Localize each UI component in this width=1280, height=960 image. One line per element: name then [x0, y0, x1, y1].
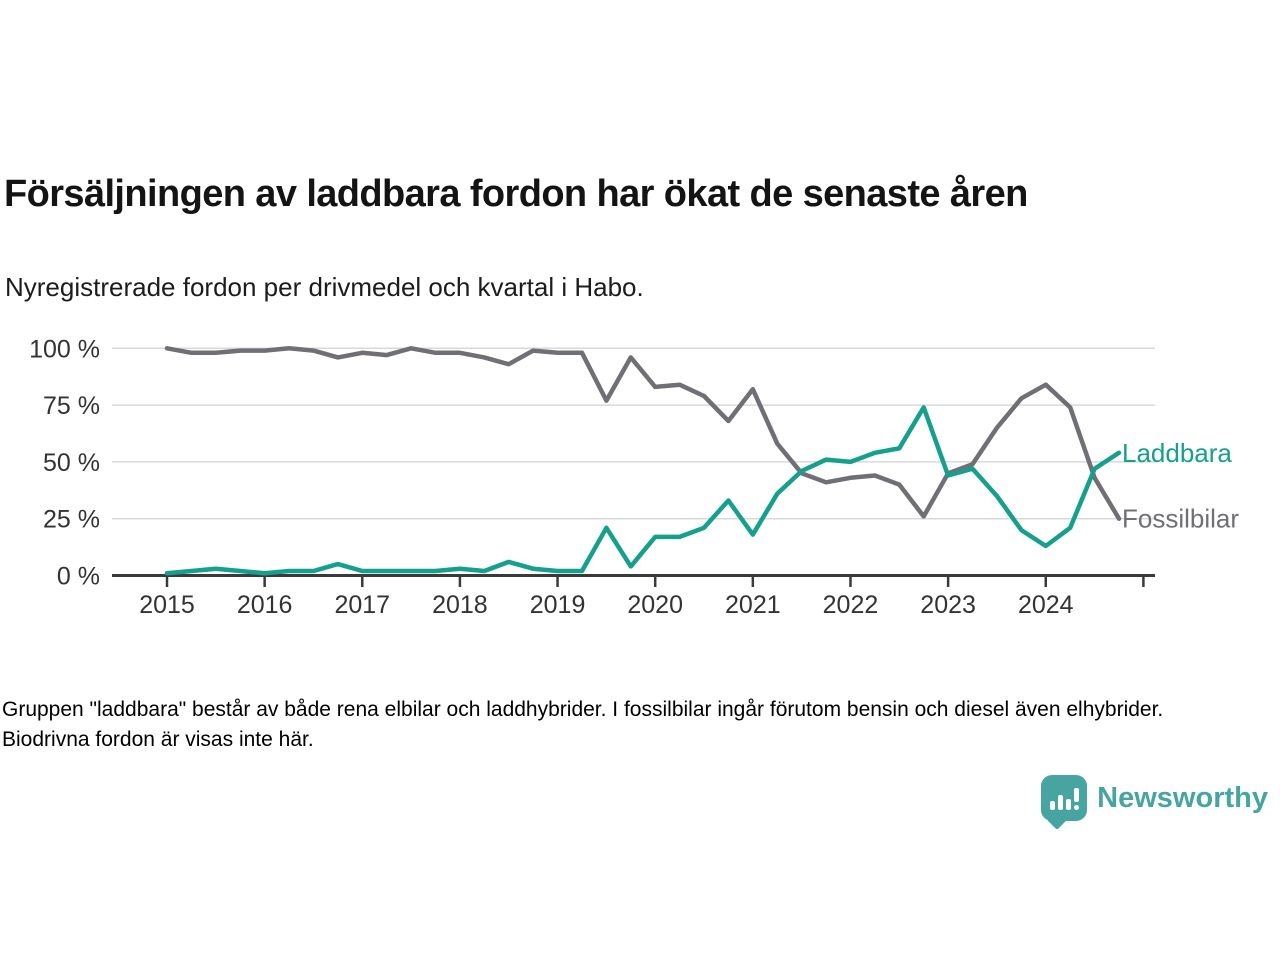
y-axis-label: 25 % — [43, 505, 100, 534]
x-axis-label: 2021 — [725, 591, 781, 619]
newsworthy-logo-text: Newsworthy — [1097, 781, 1268, 814]
x-axis-label: 2024 — [1017, 591, 1074, 619]
y-axis-label: 0 % — [56, 562, 100, 591]
exclamation-icon — [1074, 788, 1079, 810]
series-line-laddbara — [167, 407, 1119, 573]
bar-chart-icon — [1050, 801, 1055, 810]
y-axis-label: 50 % — [43, 448, 100, 477]
series-label-laddbara: Laddbara — [1122, 437, 1232, 468]
x-axis-label: 2023 — [920, 591, 976, 619]
newsworthy-logo[interactable] — [1041, 770, 1268, 826]
x-axis-label: 2018 — [432, 591, 488, 619]
series-label-fossilbilar: Fossilbilar — [1122, 503, 1240, 534]
newsworthy-logo-icon — [1041, 775, 1087, 821]
x-axis-label: 2019 — [529, 591, 586, 619]
y-axis-label: 75 % — [43, 392, 100, 421]
y-axis-label: 100 % — [29, 335, 100, 364]
chart-subtitle: Nyregistrerade fordon per drivmedel och kvartal i Habo. — [5, 272, 644, 302]
x-axis-label: 2016 — [236, 591, 293, 619]
x-axis-label: 2022 — [822, 591, 879, 619]
x-axis-label: 2015 — [139, 591, 195, 619]
series-line-fossilbilar — [167, 348, 1119, 518]
x-axis-label: 2020 — [627, 591, 684, 619]
footnote: Gruppen "laddbara" består av både rena elbilar och laddhybrider. I fossilbilar ingår förutom bensin och diesel även elhybrider. Biodrivna fordon är visas inte här. — [2, 698, 1164, 752]
chart-title: Försäljningen av laddbara fordon har ökat de senaste åren — [4, 173, 1028, 216]
x-axis-label: 2017 — [334, 591, 391, 619]
